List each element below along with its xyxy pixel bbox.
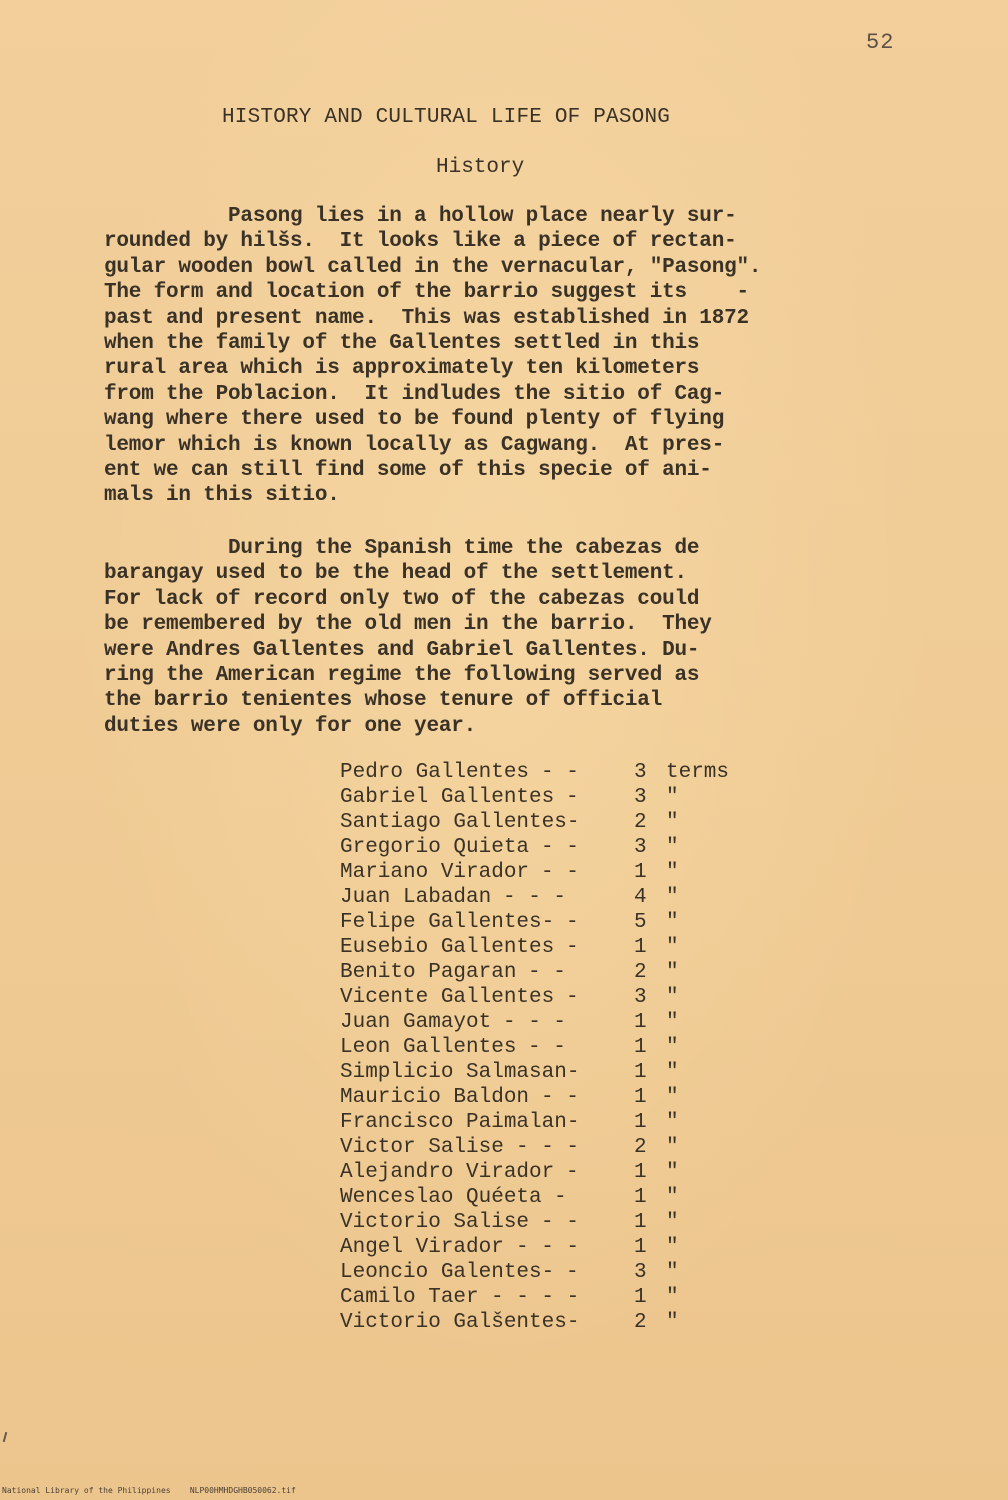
official-terms-unit: " (666, 1236, 679, 1259)
official-name: Benito Pagaran (340, 961, 517, 984)
official-name: Mariano Virador (340, 861, 530, 884)
official-name: Santiago Gallentes- (340, 811, 580, 834)
official-name: Mauricio Baldon (340, 1086, 530, 1109)
official-name: Angel Virador (340, 1236, 504, 1259)
official-terms: 1 (634, 936, 647, 959)
official-name: Wenceslao Quéeta (340, 1186, 542, 1209)
official-terms-unit: " (666, 1286, 679, 1309)
official-terms-unit: " (666, 1061, 679, 1084)
official-terms-unit: " (666, 1136, 679, 1159)
official-terms-unit: " (666, 1311, 679, 1334)
section-heading: History (436, 156, 525, 179)
official-terms-unit: " (666, 886, 679, 909)
official-dash: - - - (503, 886, 567, 909)
official-name: Simplicio Salmasan- (340, 1061, 580, 1084)
official-dash: - (554, 1186, 567, 1209)
official-name: Pedro Gallentes (340, 761, 530, 784)
official-terms: 1 (634, 1236, 647, 1259)
official-dash: - - - (516, 1136, 580, 1159)
official-name: Juan Gamayot (340, 1011, 492, 1034)
official-dash: - (566, 1261, 579, 1284)
official-name: Leon Gallentes (340, 1036, 517, 1059)
official-name: Gabriel Gallentes (340, 786, 555, 809)
official-dash: - (566, 936, 579, 959)
official-terms: 1 (634, 861, 647, 884)
official-terms: 1 (634, 1086, 647, 1109)
official-terms: 4 (634, 886, 647, 909)
document-title: HISTORY AND CULTURAL LIFE OF PASONG (222, 106, 671, 129)
official-terms-unit: " (666, 1011, 679, 1034)
official-terms-unit: " (666, 1261, 679, 1284)
official-terms-unit: " (666, 1186, 679, 1209)
page-number: 52 (866, 30, 895, 55)
official-terms-unit: " (666, 1161, 679, 1184)
history-paragraph-2: During the Spanish time the cabezas de barangay used to be the head of the settlement. For lack of record only two of the cabezas could be remembered by the old men in the barrio. They were Andres Gallentes and Gabriel Gallentes. Du- ring the American regime the following served as the barrio tenientes whose tenure of official duties were only for one year. (104, 537, 712, 738)
official-terms-unit: " (666, 1111, 679, 1134)
official-terms-unit: " (666, 786, 679, 809)
official-name: Leoncio Galentes- (340, 1261, 555, 1284)
official-terms: 2 (634, 1136, 647, 1159)
official-dash: - (566, 986, 579, 1009)
official-name: Vicente Gallentes (340, 986, 555, 1009)
official-dash: - - (528, 961, 566, 984)
official-terms-unit: " (666, 811, 679, 834)
official-name: Eusebio Gallentes (340, 936, 555, 959)
official-terms: 3 (634, 1261, 647, 1284)
official-name: Camilo Taer (340, 1286, 479, 1309)
official-dash: - - (541, 836, 579, 859)
official-terms: 3 (634, 761, 647, 784)
official-terms-unit: " (666, 1086, 679, 1109)
official-terms: 3 (634, 986, 647, 1009)
official-terms: 3 (634, 836, 647, 859)
official-name: Juan Labadan (340, 886, 492, 909)
official-dash: - - - (516, 1236, 580, 1259)
official-terms-unit: " (666, 986, 679, 1009)
official-terms: 1 (634, 1111, 647, 1134)
official-name: Victorio Galšentes- (340, 1311, 580, 1334)
official-terms: 1 (634, 1161, 647, 1184)
official-name: Victor Salise (340, 1136, 504, 1159)
official-name: Victorio Salise (340, 1211, 530, 1234)
official-dash: - - (541, 1211, 579, 1234)
official-terms: 1 (634, 1036, 647, 1059)
official-name: Felipe Gallentes- (340, 911, 555, 934)
official-terms-unit: " (666, 936, 679, 959)
official-name: Francisco Paimalan- (340, 1111, 580, 1134)
scan-footer: National Library of the Philippines NLP00HMHDGHB050062.tif (2, 1486, 296, 1495)
official-terms: 5 (634, 911, 647, 934)
official-terms-unit: " (666, 1211, 679, 1234)
official-dash: - - (541, 761, 579, 784)
official-terms-unit: " (666, 911, 679, 934)
margin-mark (3, 1432, 8, 1442)
official-dash: - - - (503, 1011, 567, 1034)
official-dash: - - (541, 1086, 579, 1109)
official-dash: - - - - (491, 1286, 580, 1309)
official-dash: - - (541, 861, 579, 884)
official-terms: 1 (634, 1211, 647, 1234)
official-dash: - (566, 786, 579, 809)
official-terms: 1 (634, 1186, 647, 1209)
official-terms: 1 (634, 1011, 647, 1034)
official-terms-unit: " (666, 961, 679, 984)
official-dash: - (566, 1161, 579, 1184)
official-terms: 3 (634, 786, 647, 809)
official-dash: - (566, 911, 579, 934)
official-terms-unit: " (666, 1036, 679, 1059)
official-dash: - - (528, 1036, 566, 1059)
history-paragraph-1: Pasong lies in a hollow place nearly sur- rounded by hilšs. It looks like a piece of rectan- gular wooden bowl called in the vernacular, "Pasong". The form and location of the barrio suggest its - past and present name. This was established in 1872 when the family of the Gallentes settled in this rural area which is approximately ten kilometers from the Poblacion. It indludes the sitio of Cag- wang where there used to be found plenty of flying lemor which is known locally as Cagwang. At pres- ent we can still find some of this specie of ani- mals in this sitio. (104, 205, 762, 508)
official-terms: 2 (634, 961, 647, 984)
official-terms-unit: " (666, 861, 679, 884)
official-name: Gregorio Quieta (340, 836, 530, 859)
official-terms: 2 (634, 1311, 647, 1334)
official-terms-unit: " (666, 836, 679, 859)
official-terms-unit: terms (666, 761, 730, 784)
official-terms: 1 (634, 1061, 647, 1084)
official-terms: 2 (634, 811, 647, 834)
official-name: Alejandro Virador (340, 1161, 555, 1184)
official-terms: 1 (634, 1286, 647, 1309)
